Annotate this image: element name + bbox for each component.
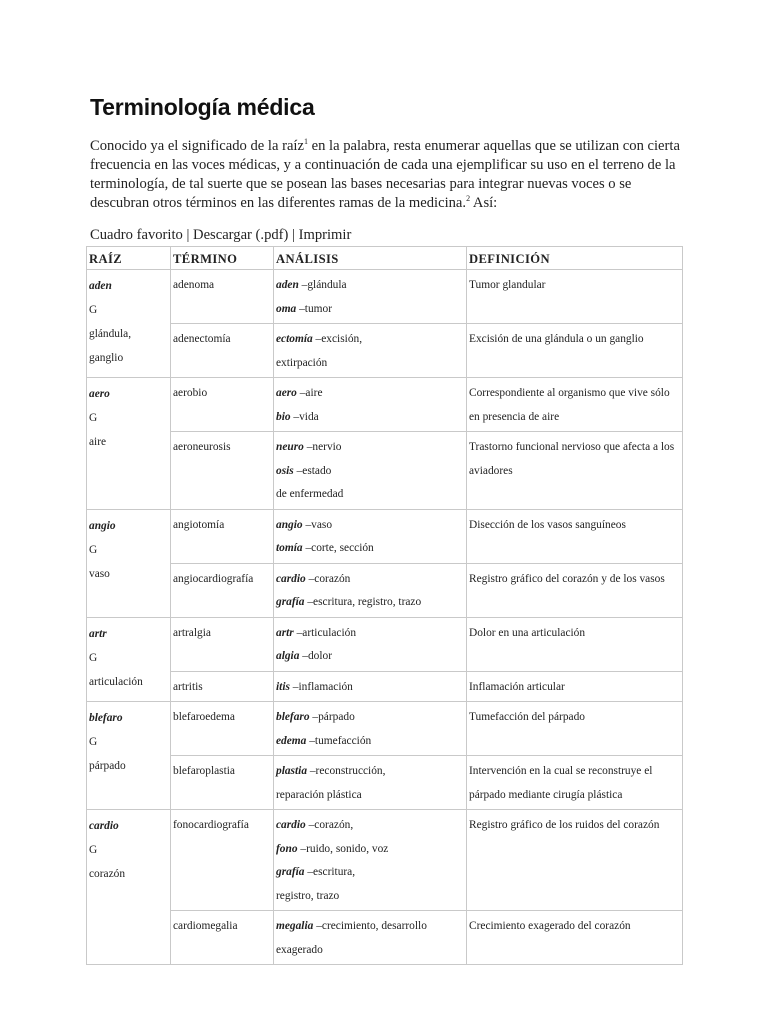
table-row	[87, 378, 683, 432]
term-cell: blefaroedema	[171, 702, 274, 756]
analysis-component: blefaro	[276, 711, 310, 723]
definition-cell: Registro gráfico de los ruidos del corazón	[467, 810, 683, 911]
intro-text-1: Conocido ya el significado de la raíz	[90, 138, 304, 154]
root-cell	[87, 702, 171, 810]
intro-text-3: Así:	[470, 195, 498, 211]
analysis-line	[276, 814, 464, 838]
analysis-line	[276, 760, 464, 784]
analysis-component: aero	[276, 387, 297, 399]
analysis-meaning: –corte, sección	[302, 542, 374, 554]
analysis-cell	[274, 563, 467, 617]
analysis-component: algia	[276, 650, 300, 662]
root-word: blefaro	[89, 712, 123, 724]
analysis-component: grafía	[276, 596, 305, 608]
analysis-meaning: –ruido, sonido, voz	[297, 842, 389, 855]
analysis-line	[276, 885, 464, 909]
root-cell	[87, 810, 171, 965]
analysis-meaning: de enfermedad	[276, 488, 344, 500]
analysis-line	[276, 784, 464, 808]
analysis-meaning: –escritura,	[304, 866, 356, 878]
term-cell: angiocardiografía	[171, 563, 274, 617]
analysis-meaning: –vida	[290, 410, 319, 423]
analysis-line	[276, 622, 464, 646]
analysis-component: grafía	[276, 866, 305, 878]
root-language: G	[89, 304, 98, 316]
root-language: G	[89, 651, 98, 664]
root-word: artr	[89, 627, 107, 640]
print-link[interactable]: Imprimir	[298, 227, 352, 243]
analysis-component: edema	[276, 734, 307, 747]
analysis-meaning: –tumor	[296, 302, 333, 315]
definition-cell: Trastorno funcional nervioso que afecta a los aviadores	[467, 432, 683, 510]
analysis-meaning: –excisión,	[312, 333, 363, 345]
analysis-meaning: extirpación	[276, 356, 328, 369]
intro-paragraph	[90, 137, 680, 213]
analysis-component: megalia	[276, 920, 314, 932]
analysis-meaning: –reconstrucción,	[307, 765, 386, 777]
term-cell: artralgia	[171, 617, 274, 671]
definition-cell: Disección de los vasos sanguíneos	[467, 509, 683, 563]
analysis-meaning: –vaso	[302, 518, 333, 531]
root-meaning: articulación	[89, 675, 143, 688]
table-row	[87, 671, 683, 702]
analysis-meaning: exagerado	[276, 943, 323, 956]
term-cell: adenectomía	[171, 324, 274, 378]
analysis-cell	[274, 810, 467, 911]
table-row	[87, 432, 683, 510]
table-body	[87, 270, 683, 965]
analysis-meaning: –crecimiento, desarrollo	[313, 920, 427, 932]
root-meaning: ganglio	[89, 352, 124, 364]
analysis-meaning: –articulación	[293, 626, 357, 639]
analysis-component: neuro	[276, 441, 304, 453]
table-row	[87, 617, 683, 671]
analysis-line	[276, 706, 464, 730]
analysis-line	[276, 861, 464, 885]
table-row	[87, 563, 683, 617]
analysis-component: bio	[276, 410, 291, 423]
root-word: aero	[89, 388, 110, 400]
analysis-line	[276, 483, 464, 507]
definition-cell: Dolor en una articulación	[467, 617, 683, 671]
root-word: cardio	[89, 820, 119, 832]
root-cell	[87, 617, 171, 702]
root-cell	[87, 378, 171, 510]
analysis-line	[276, 838, 464, 862]
root-meaning: corazón	[89, 868, 126, 880]
root-meaning: párpado	[89, 760, 126, 772]
analysis-component: fono	[276, 842, 298, 855]
analysis-component: itis	[276, 680, 290, 693]
term-cell: adenoma	[171, 270, 274, 324]
footnote-ref-2[interactable]: 2	[466, 194, 471, 204]
table-header-row	[87, 247, 683, 270]
root-language: G	[89, 844, 98, 856]
table-row	[87, 911, 683, 965]
header-analysis: ANÁLISIS	[274, 247, 467, 270]
header-definition: DEFINICIÓN	[467, 247, 683, 270]
analysis-cell	[274, 432, 467, 510]
term-cell: angiotomía	[171, 509, 274, 563]
term-cell: blefaroplastia	[171, 756, 274, 810]
analysis-cell	[274, 378, 467, 432]
analysis-cell	[274, 509, 467, 563]
analysis-meaning: –inflamación	[289, 680, 353, 693]
table-row	[87, 509, 683, 563]
root-word: aden	[89, 280, 112, 292]
table-row	[87, 702, 683, 756]
analysis-component: oma	[276, 302, 297, 315]
definition-cell: Tumor glandular	[467, 270, 683, 324]
root-language: G	[89, 412, 98, 424]
analysis-meaning: –corazón	[305, 572, 351, 585]
link-separator: |	[182, 227, 194, 243]
link-separator: |	[288, 227, 299, 243]
action-links	[90, 227, 351, 244]
analysis-component: ectomía	[276, 333, 313, 345]
analysis-component: aden	[276, 279, 299, 291]
analysis-cell	[274, 702, 467, 756]
analysis-meaning: –estado	[293, 464, 332, 477]
root-word: angio	[89, 519, 116, 532]
definition-cell: Correspondiente al organismo que vive sólo en presencia de aire	[467, 378, 683, 432]
header-term: TÉRMINO	[171, 247, 274, 270]
analysis-cell	[274, 270, 467, 324]
analysis-meaning: –aire	[296, 387, 323, 399]
root-language: G	[89, 543, 98, 556]
analysis-line	[276, 352, 464, 376]
analysis-line	[276, 676, 464, 700]
root-language: G	[89, 736, 98, 748]
analysis-component: osis	[276, 464, 294, 477]
root-cell	[87, 509, 171, 617]
page-title: Terminología médica	[90, 94, 315, 120]
analysis-line	[276, 915, 464, 939]
definition-cell: Inflamación articular	[467, 671, 683, 702]
definition-cell: Intervención en la cual se reconstruye el párpado mediante cirugía plástica	[467, 756, 683, 810]
root-meaning: aire	[89, 436, 107, 448]
analysis-cell	[274, 671, 467, 702]
analysis-line	[276, 514, 464, 538]
analysis-meaning: registro, trazo	[276, 889, 340, 902]
table-row	[87, 810, 683, 911]
term-cell: aeroneurosis	[171, 432, 274, 510]
definition-cell: Tumefacción del párpado	[467, 702, 683, 756]
analysis-line	[276, 939, 464, 963]
analysis-line	[276, 537, 464, 561]
analysis-cell	[274, 617, 467, 671]
analysis-meaning: –dolor	[299, 650, 333, 662]
definition-cell: Crecimiento exagerado del corazón	[467, 911, 683, 965]
term-cell: cardiomegalia	[171, 911, 274, 965]
favorite-link[interactable]: Cuadro favorito	[90, 227, 183, 243]
analysis-line	[276, 645, 464, 669]
intro-text-2: en la palabra, resta enumerar aquellas que se utilizan con cierta frecuencia en las voces médicas, y a continuación de cada una ejemplificar su uso en el terreno de la terminología, de tal suerte que se posean las bases necesarias para integrar nuevas voces o se descubran otros términos en las diferentes ramas de la medicina.	[90, 138, 680, 211]
analysis-line	[276, 460, 464, 484]
analysis-meaning: –corazón,	[305, 819, 354, 831]
analysis-line	[276, 730, 464, 754]
download-pdf-link[interactable]: Descargar (.pdf)	[193, 227, 289, 243]
analysis-component: tomía	[276, 542, 303, 554]
table-row	[87, 756, 683, 810]
root-meaning: glándula,	[89, 328, 132, 340]
analysis-line	[276, 591, 464, 615]
analysis-meaning: –nervio	[303, 441, 342, 453]
analysis-line	[276, 328, 464, 352]
analysis-cell	[274, 324, 467, 378]
root-meaning: vaso	[89, 567, 110, 580]
term-cell: aerobio	[171, 378, 274, 432]
analysis-component: artr	[276, 626, 294, 639]
analysis-line	[276, 298, 464, 322]
analysis-component: plastia	[276, 765, 308, 777]
table-row	[87, 270, 683, 324]
analysis-meaning: –párpado	[309, 711, 355, 723]
term-cell: artritis	[171, 671, 274, 702]
analysis-line	[276, 406, 464, 430]
header-root: RAÍZ	[87, 247, 171, 270]
analysis-component: cardio	[276, 572, 306, 585]
analysis-line	[276, 274, 464, 298]
analysis-meaning: –tumefacción	[306, 734, 372, 747]
analysis-line	[276, 436, 464, 460]
root-cell	[87, 270, 171, 378]
analysis-component: cardio	[276, 819, 306, 831]
footnote-ref-1[interactable]: 1	[303, 137, 308, 147]
analysis-line	[276, 568, 464, 592]
analysis-meaning: reparación plástica	[276, 788, 362, 801]
definition-cell: Registro gráfico del corazón y de los vasos	[467, 563, 683, 617]
analysis-component: angio	[276, 518, 303, 531]
analysis-line	[276, 382, 464, 406]
table-row	[87, 324, 683, 378]
term-cell: fonocardiografía	[171, 810, 274, 911]
analysis-meaning: –escritura, registro, trazo	[304, 596, 422, 608]
analysis-meaning: –glándula	[298, 279, 347, 291]
analysis-cell	[274, 756, 467, 810]
definition-cell: Excisión de una glándula o un ganglio	[467, 324, 683, 378]
terminology-table	[86, 246, 683, 965]
analysis-cell	[274, 911, 467, 965]
